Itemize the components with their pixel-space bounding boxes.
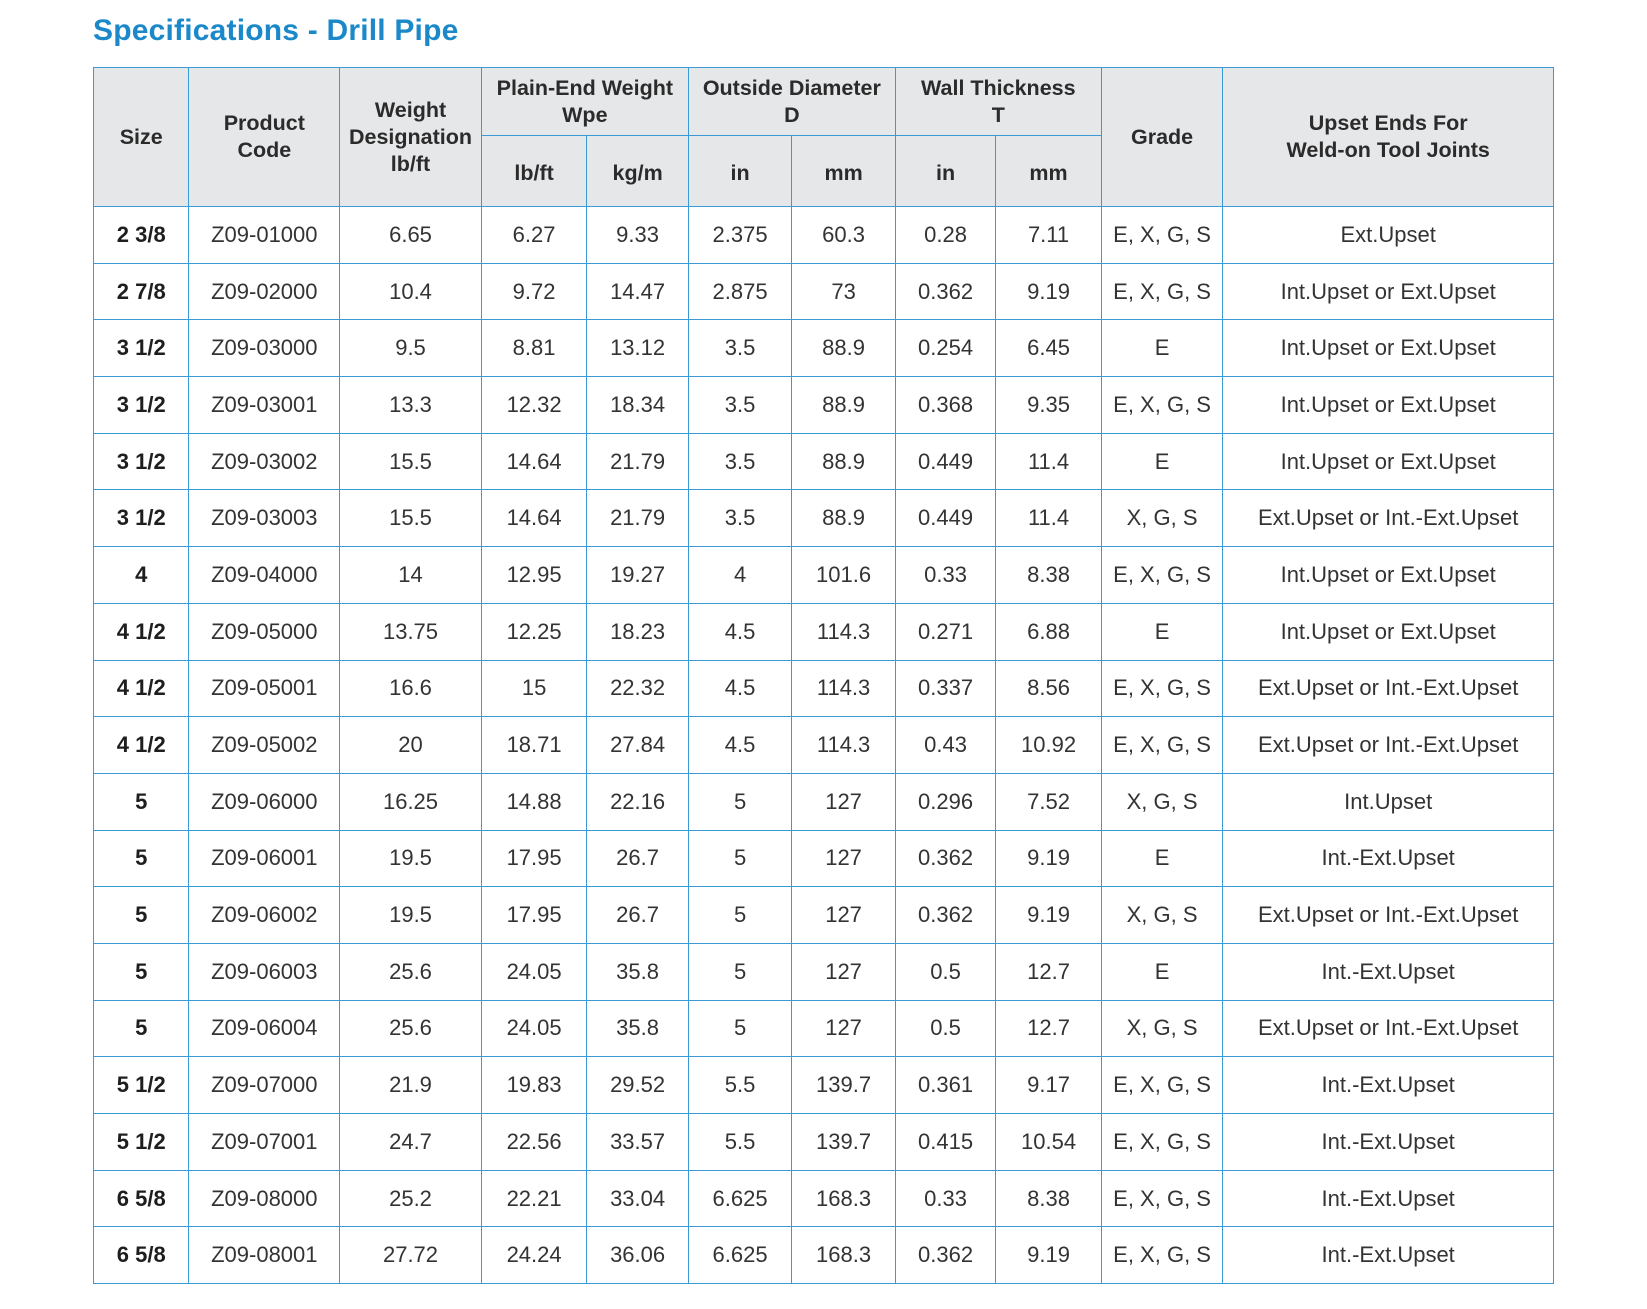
table-row (94, 490, 1554, 547)
cell-grade: E, X, G, S (1101, 207, 1223, 264)
cell-wall-thickness-mm: 7.52 (996, 773, 1102, 830)
cell-plain-end-weight-kgm: 19.27 (587, 547, 689, 604)
cell-product-code: Z09-06004 (189, 1000, 340, 1057)
cell-grade: E (1101, 433, 1223, 490)
cell-weight-designation: 6.65 (340, 207, 482, 264)
cell-upset-ends: Int.Upset (1223, 773, 1554, 830)
cell-upset-ends: Int.Upset or Ext.Upset (1223, 603, 1554, 660)
cell-wall-thickness-in: 0.43 (895, 717, 995, 774)
cell-wall-thickness-in: 0.5 (895, 943, 995, 1000)
header-outside-diameter: Outside Diameter D (688, 68, 895, 136)
cell-weight-designation: 15.5 (340, 490, 482, 547)
cell-wall-thickness-in: 0.5 (895, 1000, 995, 1057)
cell-wall-thickness-in: 0.449 (895, 433, 995, 490)
cell-plain-end-weight-kgm: 26.7 (587, 830, 689, 887)
cell-wall-thickness-in: 0.415 (895, 1114, 995, 1171)
cell-weight-designation: 21.9 (340, 1057, 482, 1114)
cell-upset-ends: Ext.Upset or Int.-Ext.Upset (1223, 490, 1554, 547)
table-row (94, 263, 1554, 320)
table-row (94, 1000, 1554, 1057)
cell-plain-end-weight-lbft: 18.71 (481, 717, 587, 774)
cell-plain-end-weight-kgm: 27.84 (587, 717, 689, 774)
cell-plain-end-weight-lbft: 24.05 (481, 1000, 587, 1057)
cell-od-mm: 127 (792, 887, 895, 944)
cell-plain-end-weight-kgm: 29.52 (587, 1057, 689, 1114)
cell-weight-designation: 16.6 (340, 660, 482, 717)
cell-grade: E, X, G, S (1101, 263, 1223, 320)
header-unit-od-in: in (688, 136, 791, 207)
header-unit-od-mm: mm (792, 136, 895, 207)
cell-grade: E (1101, 603, 1223, 660)
header-weight-designation: Weight Designation lb/ft (340, 68, 482, 207)
cell-weight-designation: 9.5 (340, 320, 482, 377)
cell-wall-thickness-in: 0.362 (895, 830, 995, 887)
cell-weight-designation: 19.5 (340, 887, 482, 944)
cell-od-in: 3.5 (688, 433, 791, 490)
cell-size: 5 1/2 (94, 1057, 189, 1114)
cell-size: 5 (94, 773, 189, 830)
cell-plain-end-weight-lbft: 22.56 (481, 1114, 587, 1171)
header-unit-wt-mm: mm (996, 136, 1102, 207)
cell-plain-end-weight-kgm: 13.12 (587, 320, 689, 377)
cell-od-mm: 101.6 (792, 547, 895, 604)
cell-plain-end-weight-kgm: 9.33 (587, 207, 689, 264)
cell-wall-thickness-mm: 6.88 (996, 603, 1102, 660)
cell-wall-thickness-mm: 11.4 (996, 490, 1102, 547)
cell-wall-thickness-mm: 8.38 (996, 547, 1102, 604)
cell-weight-designation: 24.7 (340, 1114, 482, 1171)
cell-od-in: 2.875 (688, 263, 791, 320)
cell-plain-end-weight-kgm: 35.8 (587, 943, 689, 1000)
cell-wall-thickness-mm: 12.7 (996, 943, 1102, 1000)
cell-upset-ends: Int.Upset or Ext.Upset (1223, 320, 1554, 377)
cell-product-code: Z09-01000 (189, 207, 340, 264)
cell-wall-thickness-in: 0.271 (895, 603, 995, 660)
cell-od-in: 3.5 (688, 490, 791, 547)
cell-weight-designation: 25.6 (340, 1000, 482, 1057)
cell-size: 5 1/2 (94, 1114, 189, 1171)
cell-od-in: 2.375 (688, 207, 791, 264)
cell-weight-designation: 19.5 (340, 830, 482, 887)
cell-wall-thickness-in: 0.361 (895, 1057, 995, 1114)
cell-upset-ends: Int.-Ext.Upset (1223, 943, 1554, 1000)
cell-weight-designation: 14 (340, 547, 482, 604)
cell-plain-end-weight-kgm: 21.79 (587, 433, 689, 490)
header-size: Size (94, 68, 189, 207)
cell-plain-end-weight-kgm: 36.06 (587, 1227, 689, 1284)
cell-grade: X, G, S (1101, 887, 1223, 944)
cell-size: 6 5/8 (94, 1170, 189, 1227)
cell-wall-thickness-in: 0.337 (895, 660, 995, 717)
cell-od-in: 5 (688, 887, 791, 944)
table-header (94, 68, 1554, 207)
cell-plain-end-weight-lbft: 14.64 (481, 433, 587, 490)
header-upset-ends: Upset Ends For Weld-on Tool Joints (1223, 68, 1554, 207)
cell-od-mm: 73 (792, 263, 895, 320)
cell-od-in: 4 (688, 547, 791, 604)
cell-od-in: 4.5 (688, 717, 791, 774)
cell-plain-end-weight-kgm: 33.04 (587, 1170, 689, 1227)
table-row (94, 1170, 1554, 1227)
header-plain-end-weight: Plain-End Weight Wpe (481, 68, 688, 136)
cell-grade: E, X, G, S (1101, 1227, 1223, 1284)
cell-product-code: Z09-05001 (189, 660, 340, 717)
page-title: Specifications - Drill Pipe (93, 14, 459, 47)
header-grade: Grade (1101, 68, 1223, 207)
cell-od-in: 5 (688, 830, 791, 887)
cell-weight-designation: 10.4 (340, 263, 482, 320)
cell-wall-thickness-mm: 9.19 (996, 1227, 1102, 1284)
cell-grade: E, X, G, S (1101, 660, 1223, 717)
cell-product-code: Z09-06003 (189, 943, 340, 1000)
cell-od-mm: 88.9 (792, 377, 895, 434)
cell-product-code: Z09-03003 (189, 490, 340, 547)
cell-size: 6 5/8 (94, 1227, 189, 1284)
cell-wall-thickness-mm: 9.35 (996, 377, 1102, 434)
cell-plain-end-weight-kgm: 18.34 (587, 377, 689, 434)
cell-upset-ends: Int.-Ext.Upset (1223, 1227, 1554, 1284)
table-row (94, 547, 1554, 604)
cell-weight-designation: 25.2 (340, 1170, 482, 1227)
cell-weight-designation: 13.75 (340, 603, 482, 660)
cell-grade: X, G, S (1101, 773, 1223, 830)
table-row (94, 433, 1554, 490)
cell-product-code: Z09-04000 (189, 547, 340, 604)
cell-plain-end-weight-lbft: 12.32 (481, 377, 587, 434)
cell-od-mm: 88.9 (792, 320, 895, 377)
cell-size: 5 (94, 887, 189, 944)
cell-wall-thickness-mm: 10.92 (996, 717, 1102, 774)
cell-upset-ends: Int.Upset or Ext.Upset (1223, 547, 1554, 604)
cell-weight-designation: 20 (340, 717, 482, 774)
cell-grade: X, G, S (1101, 490, 1223, 547)
cell-grade: E, X, G, S (1101, 1170, 1223, 1227)
cell-plain-end-weight-lbft: 12.95 (481, 547, 587, 604)
cell-size: 3 1/2 (94, 320, 189, 377)
cell-weight-designation: 25.6 (340, 943, 482, 1000)
cell-od-in: 4.5 (688, 603, 791, 660)
cell-grade: E (1101, 943, 1223, 1000)
cell-od-in: 5 (688, 943, 791, 1000)
header-product-code: Product Code (189, 68, 340, 207)
table-row (94, 603, 1554, 660)
table-row (94, 830, 1554, 887)
cell-plain-end-weight-lbft: 19.83 (481, 1057, 587, 1114)
cell-product-code: Z09-03000 (189, 320, 340, 377)
cell-plain-end-weight-kgm: 22.32 (587, 660, 689, 717)
cell-upset-ends: Int.Upset or Ext.Upset (1223, 263, 1554, 320)
cell-plain-end-weight-lbft: 6.27 (481, 207, 587, 264)
cell-wall-thickness-mm: 9.17 (996, 1057, 1102, 1114)
cell-od-mm: 127 (792, 830, 895, 887)
cell-wall-thickness-in: 0.296 (895, 773, 995, 830)
cell-product-code: Z09-08001 (189, 1227, 340, 1284)
cell-grade: E, X, G, S (1101, 1057, 1223, 1114)
table-row (94, 887, 1554, 944)
cell-plain-end-weight-kgm: 14.47 (587, 263, 689, 320)
cell-grade: E, X, G, S (1101, 717, 1223, 774)
cell-wall-thickness-in: 0.449 (895, 490, 995, 547)
cell-product-code: Z09-06002 (189, 887, 340, 944)
cell-od-mm: 114.3 (792, 717, 895, 774)
cell-size: 4 (94, 547, 189, 604)
cell-grade: E, X, G, S (1101, 377, 1223, 434)
cell-plain-end-weight-lbft: 14.64 (481, 490, 587, 547)
cell-weight-designation: 13.3 (340, 377, 482, 434)
table-body (94, 207, 1554, 1284)
cell-wall-thickness-mm: 8.38 (996, 1170, 1102, 1227)
cell-wall-thickness-mm: 9.19 (996, 830, 1102, 887)
cell-upset-ends: Int.-Ext.Upset (1223, 830, 1554, 887)
cell-od-mm: 127 (792, 1000, 895, 1057)
table-row (94, 1114, 1554, 1171)
cell-grade: E (1101, 320, 1223, 377)
cell-od-in: 4.5 (688, 660, 791, 717)
cell-plain-end-weight-kgm: 18.23 (587, 603, 689, 660)
cell-grade: E (1101, 830, 1223, 887)
cell-plain-end-weight-kgm: 26.7 (587, 887, 689, 944)
cell-plain-end-weight-kgm: 21.79 (587, 490, 689, 547)
cell-od-mm: 127 (792, 943, 895, 1000)
table-row (94, 377, 1554, 434)
table-row (94, 1057, 1554, 1114)
cell-product-code: Z09-02000 (189, 263, 340, 320)
cell-size: 2 7/8 (94, 263, 189, 320)
cell-od-mm: 168.3 (792, 1227, 895, 1284)
cell-od-mm: 114.3 (792, 603, 895, 660)
cell-od-in: 3.5 (688, 320, 791, 377)
cell-plain-end-weight-kgm: 33.57 (587, 1114, 689, 1171)
cell-wall-thickness-mm: 8.56 (996, 660, 1102, 717)
header-unit-wt-in: in (895, 136, 995, 207)
cell-size: 4 1/2 (94, 660, 189, 717)
cell-upset-ends: Ext.Upset or Int.-Ext.Upset (1223, 887, 1554, 944)
cell-wall-thickness-mm: 9.19 (996, 887, 1102, 944)
cell-wall-thickness-mm: 6.45 (996, 320, 1102, 377)
cell-od-mm: 127 (792, 773, 895, 830)
cell-od-in: 6.625 (688, 1227, 791, 1284)
cell-plain-end-weight-lbft: 12.25 (481, 603, 587, 660)
header-unit-lbft: lb/ft (481, 136, 587, 207)
table-row (94, 773, 1554, 830)
cell-weight-designation: 15.5 (340, 433, 482, 490)
cell-wall-thickness-in: 0.33 (895, 547, 995, 604)
cell-weight-designation: 27.72 (340, 1227, 482, 1284)
cell-od-in: 3.5 (688, 377, 791, 434)
cell-wall-thickness-in: 0.28 (895, 207, 995, 264)
cell-plain-end-weight-lbft: 14.88 (481, 773, 587, 830)
cell-size: 4 1/2 (94, 717, 189, 774)
cell-size: 4 1/2 (94, 603, 189, 660)
cell-wall-thickness-in: 0.362 (895, 1227, 995, 1284)
cell-upset-ends: Int.-Ext.Upset (1223, 1170, 1554, 1227)
cell-plain-end-weight-lbft: 8.81 (481, 320, 587, 377)
cell-wall-thickness-mm: 11.4 (996, 433, 1102, 490)
cell-product-code: Z09-06000 (189, 773, 340, 830)
cell-od-in: 5 (688, 1000, 791, 1057)
cell-product-code: Z09-06001 (189, 830, 340, 887)
drill-pipe-spec-table (93, 67, 1554, 1284)
cell-wall-thickness-mm: 7.11 (996, 207, 1102, 264)
cell-od-mm: 60.3 (792, 207, 895, 264)
cell-wall-thickness-in: 0.362 (895, 887, 995, 944)
cell-wall-thickness-in: 0.254 (895, 320, 995, 377)
cell-size: 2 3/8 (94, 207, 189, 264)
cell-plain-end-weight-lbft: 9.72 (481, 263, 587, 320)
cell-product-code: Z09-07000 (189, 1057, 340, 1114)
cell-weight-designation: 16.25 (340, 773, 482, 830)
cell-od-mm: 114.3 (792, 660, 895, 717)
cell-od-in: 5.5 (688, 1057, 791, 1114)
table-row (94, 207, 1554, 264)
cell-od-in: 5.5 (688, 1114, 791, 1171)
cell-grade: E, X, G, S (1101, 1114, 1223, 1171)
cell-upset-ends: Ext.Upset or Int.-Ext.Upset (1223, 717, 1554, 774)
cell-product-code: Z09-07001 (189, 1114, 340, 1171)
cell-plain-end-weight-kgm: 35.8 (587, 1000, 689, 1057)
table-row (94, 660, 1554, 717)
cell-plain-end-weight-lbft: 24.24 (481, 1227, 587, 1284)
cell-plain-end-weight-lbft: 22.21 (481, 1170, 587, 1227)
cell-product-code: Z09-03002 (189, 433, 340, 490)
cell-plain-end-weight-lbft: 17.95 (481, 830, 587, 887)
cell-upset-ends: Ext.Upset (1223, 207, 1554, 264)
header-unit-kgm: kg/m (587, 136, 689, 207)
cell-od-in: 5 (688, 773, 791, 830)
cell-grade: X, G, S (1101, 1000, 1223, 1057)
cell-od-mm: 139.7 (792, 1057, 895, 1114)
table-row (94, 320, 1554, 377)
cell-plain-end-weight-kgm: 22.16 (587, 773, 689, 830)
cell-od-mm: 139.7 (792, 1114, 895, 1171)
header-wall-thickness: Wall Thickness T (895, 68, 1101, 136)
cell-upset-ends: Ext.Upset or Int.-Ext.Upset (1223, 660, 1554, 717)
cell-product-code: Z09-08000 (189, 1170, 340, 1227)
cell-wall-thickness-in: 0.33 (895, 1170, 995, 1227)
cell-od-in: 6.625 (688, 1170, 791, 1227)
cell-size: 5 (94, 830, 189, 887)
cell-size: 5 (94, 943, 189, 1000)
cell-od-mm: 88.9 (792, 433, 895, 490)
cell-upset-ends: Int.-Ext.Upset (1223, 1114, 1554, 1171)
cell-upset-ends: Int.Upset or Ext.Upset (1223, 433, 1554, 490)
cell-wall-thickness-in: 0.362 (895, 263, 995, 320)
cell-od-mm: 168.3 (792, 1170, 895, 1227)
cell-wall-thickness-in: 0.368 (895, 377, 995, 434)
cell-size: 3 1/2 (94, 433, 189, 490)
table-row (94, 1227, 1554, 1284)
cell-plain-end-weight-lbft: 15 (481, 660, 587, 717)
cell-product-code: Z09-03001 (189, 377, 340, 434)
cell-upset-ends: Int.-Ext.Upset (1223, 1057, 1554, 1114)
cell-product-code: Z09-05002 (189, 717, 340, 774)
cell-product-code: Z09-05000 (189, 603, 340, 660)
cell-upset-ends: Int.Upset or Ext.Upset (1223, 377, 1554, 434)
cell-wall-thickness-mm: 9.19 (996, 263, 1102, 320)
cell-size: 3 1/2 (94, 490, 189, 547)
cell-plain-end-weight-lbft: 24.05 (481, 943, 587, 1000)
cell-size: 5 (94, 1000, 189, 1057)
cell-wall-thickness-mm: 12.7 (996, 1000, 1102, 1057)
table-row (94, 717, 1554, 774)
cell-wall-thickness-mm: 10.54 (996, 1114, 1102, 1171)
cell-grade: E, X, G, S (1101, 547, 1223, 604)
cell-size: 3 1/2 (94, 377, 189, 434)
cell-upset-ends: Ext.Upset or Int.-Ext.Upset (1223, 1000, 1554, 1057)
cell-od-mm: 88.9 (792, 490, 895, 547)
cell-plain-end-weight-lbft: 17.95 (481, 887, 587, 944)
table-row (94, 943, 1554, 1000)
